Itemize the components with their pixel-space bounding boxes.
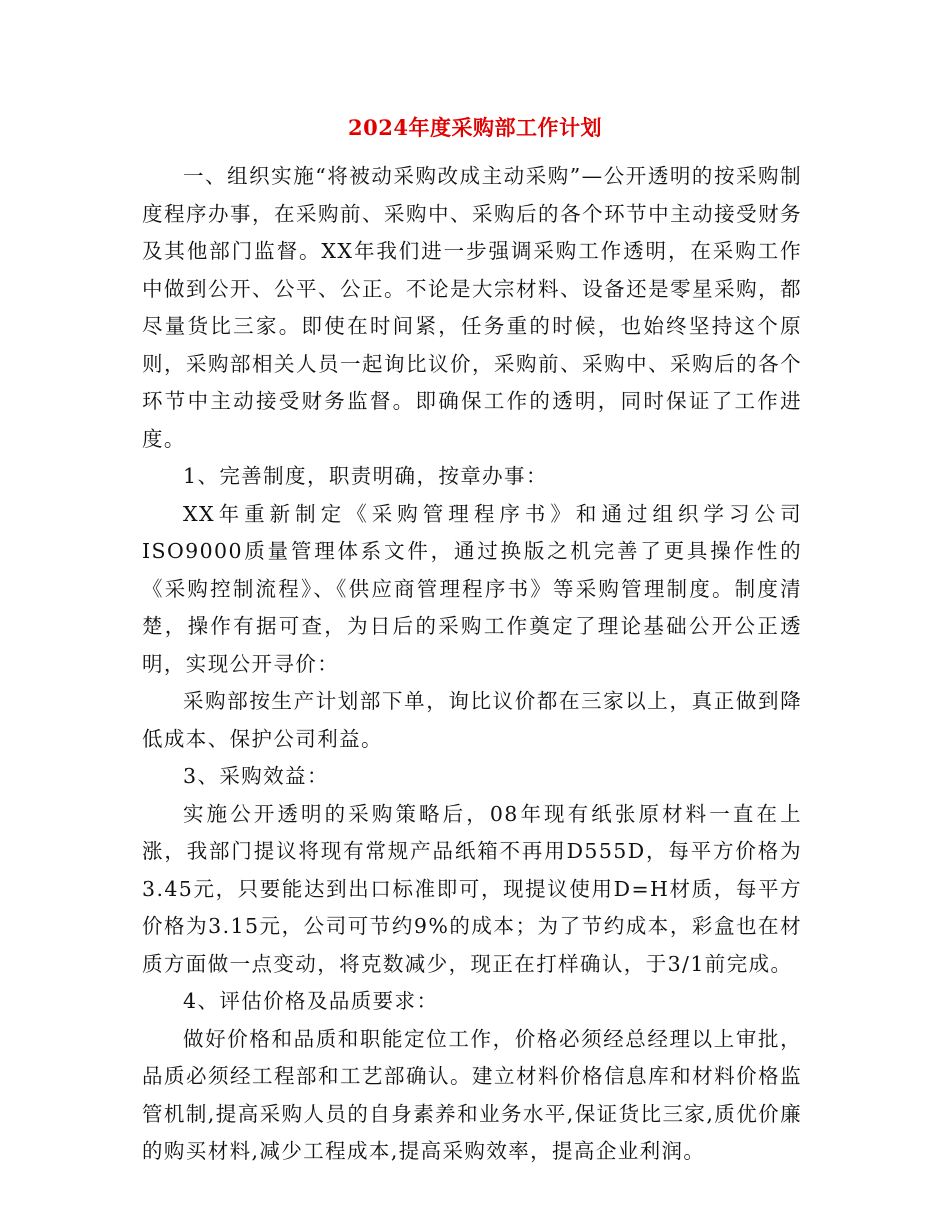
heading-improve-system: 1、完善制度，职责明确，按章办事： [183, 464, 548, 488]
heading-purchasing-benefits: 3、采购效益： [183, 764, 329, 788]
paragraph-price-quality: 做好价格和品质和职能定位工作，价格必须经总经理以上审批，品质必须经工程部和工艺部确认。建立材料价格信息库和材料价格监管机制,提高采购人员的自身素养和业务水平,保证货比三家,质优价廉的购买材料,减少工程成本,提高采购效率，提高企业利润。 [142, 1026, 802, 1163]
paragraph-organize-purchasing: 一、组织实施“将被动采购改成主动采购”—公开透明的按采购制度程序办事，在采购前、采购中、采购后的各个环节中主动接受财务及其他部门监督。XX年我们进一步强调采购工作透明，在采购工作中做到公开、公平、公正。不论是大宗材料、设备还是零星采购，都尽量货比三家。即使在时间紧，任务重的时候，也始终坚持这个原则，采购部相关人员一起询比议价，采购前、采购中、采购后的各个环节中主动接受财务监督。即确保工作的透明，同时保证了工作进度。 [142, 164, 802, 451]
paragraph-procedures: XX年重新制定《采购管理程序书》和通过组织学习公司ISO9000质量管理体系文件，通过换版之机完善了更具操作性的《采购控制流程》、《供应商管理程序书》等采购管理制度。制度清楚，操作有据可查，为日后的采购工作奠定了理论基础公开公正透明，实现公开寻价： [142, 501, 802, 676]
document-title: 2024年度采购部工作计划 [348, 115, 602, 140]
document-body [142, 158, 802, 1171]
heading-price-quality: 4、评估价格及品质要求： [183, 989, 439, 1013]
paragraph-cost-savings: 实施公开透明的采购策略后，08年现有纸张原材料一直在上涨，我部门提议将现有常规产品纸箱不再用D555D，每平方价格为3.45元，只要能达到出口标准即可，现提议使用D=H材质，每平方价格为3.15元，公司可节约9%的成本；为了节约成本，彩盒也在材质方面做一点变动，将克数减少，现正在打样确认，于3/1前完成。 [142, 801, 802, 976]
paragraph-price-inquiry: 采购部按生产计划部下单，询比议价都在三家以上，真正做到降低成本、保护公司利益。 [142, 689, 802, 751]
